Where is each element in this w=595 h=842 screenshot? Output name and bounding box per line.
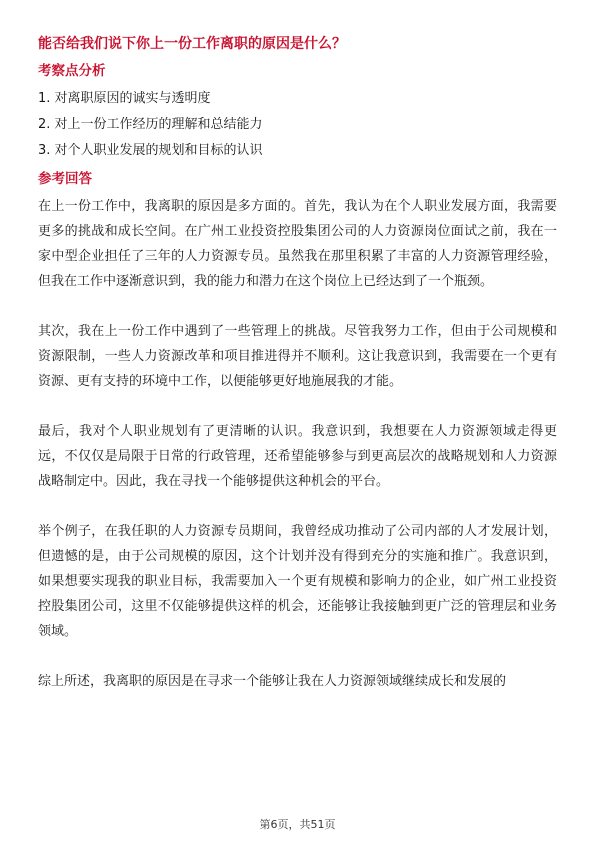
answer-paragraph: 其次，我在上一份工作中遇到了一些管理上的挑战。尽管我努力工作，但由于公司规模和资源限制，一些人力资源改革和项目推进得并不顺利。这让我意识到，我需要在一个更有资源、更有支持的环境中工作，以便能够更好地施展我的才能。 [38,324,557,389]
analysis-point: 2. 对上一份工作经历的理解和总结能力 [38,117,263,132]
answer-paragraph: 在上一份工作中，我离职的原因是多方面的。首先，我认为在个人职业发展方面，我需要更多的挑战和成长空间。在广州工业投资控股集团公司的人力资源岗位面试之前，我在一家中型企业担任了三年的人力资源专员。虽然我在那里积累了丰富的人力资源管理经验，但我在工作中逐渐意识到，我的能力和潜力在这个岗位上已经达到了一个瓶颈。 [38,199,557,289]
answer-paragraph: 最后，我对个人职业规划有了更清晰的认识。我意识到，我想要在人力资源领域走得更远，不仅仅是局限于日常的行政管理，还希望能够参与到更高层次的战略规划和人力资源战略制定中。因此，我在寻找一个能够提供这种机会的平台。 [38,424,557,489]
analysis-point: 1. 对离职原因的诚实与透明度 [38,91,211,106]
answer-paragraph: 举个例子，在我任职的人力资源专员期间，我曾经成功推动了公司内部的人才发展计划，但遗憾的是，由于公司规模的原因，这个计划并没有得到充分的实施和推广。我意识到，如果想要实现我的职业目标，我需要加入一个更有规模和影响力的企业，如广州工业投资控股集团公司，这里不仅能够提供这样的机会，还能够让我接触到更广泛的管理层和业务领域。 [38,524,557,639]
analysis-points-list [38,86,557,164]
answer-paragraph: 综上所述，我离职的原因是在寻求一个能够让我在人力资源领域继续成长和发展的 [38,674,507,689]
answer-heading: 参考回答 [38,171,92,187]
analysis-point: 3. 对个人职业发展的规划和目标的认识 [38,143,263,158]
page-number: 第6页，共51页 [259,818,336,831]
analysis-heading: 考察点分析 [38,63,106,79]
question-heading: 能否给我们说下你上一份工作离职的原因是什么？ [38,36,346,52]
answer-body [38,194,557,694]
